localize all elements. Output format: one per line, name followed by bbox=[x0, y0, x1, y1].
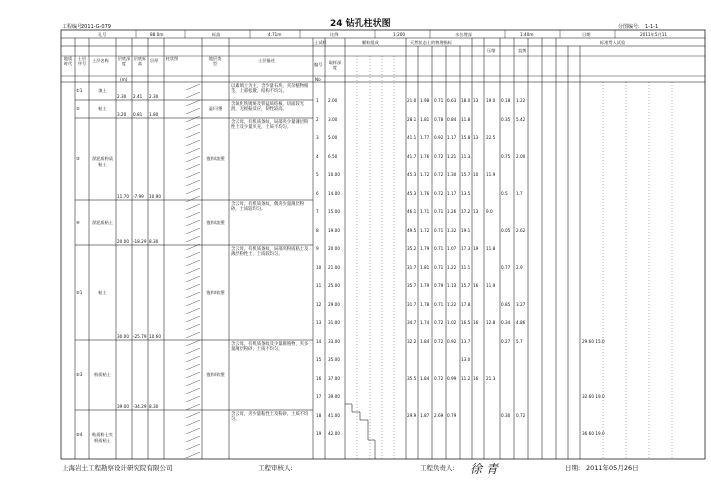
sample-value: 1.74 bbox=[420, 320, 430, 325]
column-hatch bbox=[186, 268, 200, 274]
sample-value: 0.79 bbox=[434, 283, 444, 288]
column-hatch bbox=[186, 236, 200, 242]
sample-value: 2.69 bbox=[434, 412, 444, 418]
sample-depth: 14.00 bbox=[328, 190, 340, 196]
layer-elev: 2.41 bbox=[133, 94, 143, 99]
sample-value: 0.75 bbox=[501, 153, 511, 159]
sample-no: 9 bbox=[316, 246, 319, 251]
hdr-consolidation: 压缩 bbox=[487, 48, 496, 53]
sample-value: 0.35 bbox=[501, 116, 511, 122]
hdr-layer-code: 土层序号 bbox=[77, 56, 87, 66]
hdr-layer-name: 土层名称 bbox=[92, 58, 109, 63]
sample-value: 11.8 bbox=[461, 116, 471, 122]
column-hatch bbox=[186, 156, 200, 162]
column-hatch bbox=[186, 388, 200, 394]
column-hatch bbox=[186, 436, 200, 442]
column-hatch bbox=[186, 276, 200, 282]
sample-no: 16 bbox=[316, 375, 322, 381]
layer-name: 粉质粘土 bbox=[94, 372, 111, 377]
spt-value: 29.60 15.0 bbox=[582, 338, 605, 344]
sample-value: 0.71 bbox=[434, 264, 444, 270]
sample-value: 21.3 bbox=[486, 375, 496, 381]
sample-value: 1.81 bbox=[420, 116, 430, 122]
layer-description: 含云母，有机质条纹，局部夹少量薄层粉性土及少量贝壳，土质不均匀。 bbox=[231, 120, 309, 131]
sample-value: 1.84 bbox=[420, 338, 430, 344]
column-hatch bbox=[186, 412, 200, 418]
sample-value: 31.7 bbox=[407, 264, 417, 270]
sample-depth: 39.00 bbox=[328, 394, 340, 399]
layer-type: 饱和/软塑 bbox=[206, 372, 225, 377]
sample-value: 11.1 bbox=[461, 264, 471, 270]
sample-value: 0.71 bbox=[434, 301, 444, 307]
layer-description: 含云母，夹少量粘性土及粉砂，土质不均匀。 bbox=[231, 412, 309, 423]
hdr-shear: 直剪 bbox=[518, 48, 527, 53]
column-hatch bbox=[186, 148, 200, 154]
sample-value: 9.0 bbox=[486, 209, 493, 214]
layer-type: 饱和/软塑 bbox=[206, 289, 225, 295]
layer-code: ①1 bbox=[76, 88, 83, 93]
sample-value: 34.7 bbox=[407, 320, 417, 325]
spt-value: 32.60 19.0 bbox=[582, 394, 605, 399]
layer-code: ④ bbox=[76, 219, 80, 225]
sample-value: 11.8 bbox=[486, 246, 496, 251]
column-hatch bbox=[186, 348, 200, 354]
review-label: 工程审核人: bbox=[258, 464, 293, 472]
layer-type: 湿/可塑 bbox=[208, 106, 223, 111]
sample-value: 2.9 bbox=[516, 264, 523, 270]
sample-depth: 41.00 bbox=[328, 412, 340, 418]
column-hatch bbox=[186, 124, 200, 130]
column-hatch bbox=[186, 196, 200, 202]
sample-no: 3 bbox=[316, 135, 319, 140]
column-hatch bbox=[186, 284, 200, 290]
sample-value: 3.27 bbox=[516, 301, 526, 307]
sample-value: 22.5 bbox=[486, 135, 496, 140]
sample-value: 1.7 bbox=[516, 190, 523, 196]
sample-value: 13.5 bbox=[461, 190, 471, 196]
layer-thick: 10.60 bbox=[149, 334, 161, 339]
hdr-column: 柱状图 bbox=[165, 56, 179, 61]
sample-value: 16 bbox=[473, 375, 479, 381]
scale-label: 比例 bbox=[330, 32, 339, 37]
sample-value: 15.7 bbox=[461, 172, 471, 177]
layer-thick: 8.30 bbox=[149, 404, 159, 409]
layer-code: ⑤4 bbox=[76, 431, 83, 437]
sample-no: 2 bbox=[316, 116, 319, 122]
layer-description: 含氧化铁锈斑及铁锰质结核，切面较光滑，无摇振反应，韧性较高。 bbox=[231, 102, 305, 113]
scale-value: 1:200 bbox=[393, 32, 406, 37]
column-hatch bbox=[186, 452, 200, 458]
layer-name: 粘质粉土夹粉质粘土 bbox=[92, 431, 113, 443]
sample-value: 0.72 bbox=[434, 153, 444, 159]
sample-value: 19 bbox=[473, 246, 479, 251]
hdr-sample: 地层类型 bbox=[208, 56, 222, 66]
sample-value: 28.1 bbox=[407, 116, 417, 122]
sample-no: 6 bbox=[316, 190, 319, 196]
layer-code: ⑤1 bbox=[76, 289, 83, 295]
column-hatch bbox=[186, 364, 200, 370]
sample-value: 0.34 bbox=[501, 320, 511, 325]
column-hatch bbox=[186, 420, 200, 426]
column-hatch bbox=[186, 300, 200, 306]
date-label: 日期 bbox=[582, 32, 591, 37]
sample-value: 2.00 bbox=[516, 153, 526, 159]
sample-value: 1.98 bbox=[420, 98, 430, 103]
hdr-spt: 标准贯入试验 bbox=[600, 40, 626, 45]
layer-depth: 11.70 bbox=[117, 194, 129, 199]
sample-value: 15.8 bbox=[461, 135, 471, 140]
sample-value: 1.22 bbox=[447, 264, 457, 270]
sample-value: 41.7 bbox=[407, 153, 417, 159]
sample-no: 15 bbox=[316, 357, 322, 362]
sample-no: 1 bbox=[316, 98, 319, 103]
column-hatch bbox=[186, 252, 200, 258]
date-label-footer: 日期: bbox=[565, 464, 581, 472]
hdr-physical: 天然状态土的物理指标 bbox=[410, 40, 452, 45]
sample-depth: 19.00 bbox=[328, 227, 340, 233]
sample-value: 1.30 bbox=[447, 172, 457, 177]
sample-depth: 35.00 bbox=[328, 357, 340, 362]
column-hatch bbox=[186, 180, 200, 186]
project-no: 2011-G-079 bbox=[81, 24, 111, 30]
column-hatch bbox=[186, 204, 200, 210]
layer-code: ② bbox=[76, 106, 80, 111]
sample-value: 1.72 bbox=[420, 227, 430, 233]
page-title: 24 钻孔柱状图 bbox=[330, 19, 391, 29]
column-hatch bbox=[186, 164, 200, 170]
column-hatch bbox=[186, 340, 200, 346]
sample-value: 4.86 bbox=[516, 320, 526, 325]
hdr-sampling-no: 编号 bbox=[314, 62, 323, 67]
sample-depth: 3.00 bbox=[328, 116, 338, 122]
layer-thick: 10.90 bbox=[149, 194, 161, 199]
column-hatch bbox=[186, 132, 200, 138]
hdr-depth: 层底深度 bbox=[117, 56, 131, 66]
sample-value: 17.8 bbox=[461, 301, 471, 307]
sample-value: 0.77 bbox=[501, 264, 511, 270]
sample-value: 16.5 bbox=[461, 320, 471, 325]
sample-depth: 31.00 bbox=[328, 320, 340, 325]
sample-depth: 6.50 bbox=[328, 153, 338, 159]
layer-code: ③ bbox=[76, 156, 80, 161]
layer-elev: 0.81 bbox=[133, 112, 143, 117]
layer-depth: 39.00 bbox=[117, 404, 129, 409]
sample-value: 16 bbox=[473, 320, 479, 325]
sample-no: 18 bbox=[316, 412, 322, 418]
layer-elev: -34.29 bbox=[133, 404, 147, 409]
sample-value: 1.26 bbox=[447, 209, 457, 214]
column-hatch bbox=[186, 92, 200, 98]
column-hatch bbox=[186, 228, 200, 234]
company-name: 上海岩土工程勘察设计研究院有限公司 bbox=[62, 464, 173, 472]
sample-value: 0.92 bbox=[434, 135, 444, 140]
column-hatch bbox=[186, 140, 200, 146]
sample-value: 0.05 bbox=[501, 227, 511, 233]
sample-value: 1.22 bbox=[447, 301, 457, 307]
layer-description: 含云母，有机质条纹，局部夹粉质粘土及薄层粉性土，土质较均匀。 bbox=[231, 247, 309, 258]
sample-no: 11 bbox=[316, 283, 322, 288]
sample-value: 46.1 bbox=[407, 209, 417, 214]
sample-value: 41.1 bbox=[407, 135, 417, 140]
sample-value: 1.13 bbox=[447, 283, 457, 288]
sample-value: 0.18 bbox=[501, 98, 511, 103]
sample-value: 0.85 bbox=[501, 301, 511, 307]
column-hatch bbox=[186, 308, 200, 314]
sample-value: 32.2 bbox=[407, 338, 417, 344]
column-hatch bbox=[186, 108, 200, 114]
layer-elev: -25.79 bbox=[133, 334, 147, 339]
sample-value: 0.79 bbox=[447, 412, 457, 418]
sample-value: 18.0 bbox=[461, 98, 471, 103]
layer-elev: -7.99 bbox=[133, 194, 144, 199]
sample-value: 1.72 bbox=[420, 172, 430, 177]
hdr-units-no: No bbox=[315, 77, 321, 82]
sample-value: 0.78 bbox=[434, 116, 444, 122]
sample-no: 13 bbox=[316, 320, 322, 325]
sample-value: 0.84 bbox=[447, 116, 457, 122]
sample-value: 17.2 bbox=[461, 209, 471, 214]
layer-thick: 8.30 bbox=[149, 239, 159, 244]
sample-no: 5 bbox=[316, 172, 319, 177]
coord-value: 88.0m bbox=[150, 32, 164, 37]
sample-value: 0.72 bbox=[434, 320, 444, 325]
sample-value: 10 bbox=[473, 172, 479, 177]
sample-value: 15.7 bbox=[461, 283, 471, 288]
column-hatch bbox=[186, 260, 200, 266]
sample-value: 16 bbox=[473, 283, 479, 288]
sample-value: 19.0 bbox=[486, 98, 496, 103]
layer-thick: 1.80 bbox=[149, 112, 159, 117]
sample-value: 1.02 bbox=[447, 320, 457, 325]
hdr-grain: 颗粒组成 bbox=[362, 40, 379, 45]
owner-label: 工程负责人: bbox=[420, 464, 455, 472]
hdr-layer-no: 地质时代 bbox=[63, 56, 73, 66]
layer-depth: 30.00 bbox=[117, 334, 129, 339]
sample-value: 0.63 bbox=[447, 98, 457, 103]
column-hatch bbox=[186, 188, 200, 194]
column-hatch bbox=[186, 212, 200, 218]
layer-name: 淤泥质粉质粘土 bbox=[92, 156, 113, 167]
sample-value: 1.07 bbox=[447, 246, 457, 251]
layer-code: ⑤3 bbox=[76, 372, 83, 377]
sample-depth: 20.00 bbox=[328, 246, 340, 251]
hdr-sampling: 土试样 bbox=[314, 40, 327, 45]
sample-value: 1.76 bbox=[420, 153, 430, 159]
layer-type: 饱和/流塑 bbox=[206, 219, 225, 225]
sample-value: 35.5 bbox=[407, 375, 417, 381]
column-hatch bbox=[186, 444, 200, 450]
sheet-no: 1-1-1 bbox=[645, 24, 659, 30]
sample-depth: 15.00 bbox=[328, 209, 340, 214]
sample-value: 19.1 bbox=[461, 227, 471, 233]
sample-value: 45.3 bbox=[407, 190, 417, 196]
sample-value: 11.9 bbox=[486, 172, 496, 177]
layer-elev: -18.29 bbox=[133, 239, 147, 244]
sample-value: 0.72 bbox=[516, 412, 526, 418]
sample-no: 19 bbox=[316, 431, 322, 436]
column-hatch bbox=[186, 220, 200, 226]
sample-value: 0.92 bbox=[447, 338, 457, 344]
sample-value: 0.71 bbox=[434, 246, 444, 251]
column-hatch bbox=[186, 100, 200, 106]
column-hatch bbox=[186, 372, 200, 378]
sample-no: 7 bbox=[316, 209, 319, 214]
sample-depth: 5.00 bbox=[328, 135, 338, 140]
sample-depth: 25.00 bbox=[328, 283, 340, 288]
water-label: 水位埋深 bbox=[455, 32, 472, 37]
sample-value: 17.3 bbox=[461, 246, 471, 251]
sample-value: 13.7 bbox=[461, 338, 471, 344]
sample-value: 11.3 bbox=[461, 153, 471, 159]
sample-value: 35.2 bbox=[407, 246, 417, 251]
layer-description: 含云母，有机质条纹及少量腐殖物，夹多量薄层粉砂，土质不均匀。 bbox=[231, 342, 309, 353]
sample-value: 31.7 bbox=[407, 301, 417, 307]
column-hatch bbox=[186, 404, 200, 410]
sample-depth: 29.00 bbox=[328, 301, 340, 307]
sample-no: 4 bbox=[316, 153, 319, 159]
column-hatch bbox=[186, 324, 200, 330]
hdr-elev: 层底标高 bbox=[133, 56, 147, 66]
sample-value: 0.71 bbox=[434, 98, 444, 103]
column-hatch bbox=[186, 332, 200, 338]
signature: 徐 青 bbox=[470, 462, 498, 476]
sample-value: 0.71 bbox=[434, 227, 444, 233]
sample-value: 13 bbox=[473, 209, 479, 214]
sample-depth: 2.00 bbox=[328, 98, 338, 103]
sample-value: 13 bbox=[473, 98, 479, 103]
sample-depth: 37.00 bbox=[328, 375, 340, 381]
sample-no: 17 bbox=[316, 394, 322, 399]
column-hatch bbox=[186, 380, 200, 386]
hdr-thick: 层厚 bbox=[150, 58, 159, 63]
sample-value: 11.2 bbox=[461, 375, 471, 381]
elev-value: 4.71m bbox=[268, 32, 282, 37]
sample-value: 0.30 bbox=[501, 412, 511, 418]
layer-depth: 3.20 bbox=[117, 112, 127, 117]
sample-value: 1.78 bbox=[420, 301, 430, 307]
sample-no: 8 bbox=[316, 227, 319, 233]
sample-value: 1.79 bbox=[420, 246, 430, 251]
sample-value: 0.72 bbox=[434, 338, 444, 344]
sample-value: 1.77 bbox=[420, 135, 430, 140]
elev-label: 标高 bbox=[212, 32, 221, 37]
layer-name: 粘土 bbox=[98, 106, 107, 111]
sample-value: 49.5 bbox=[407, 227, 417, 233]
sample-no: 14 bbox=[316, 338, 322, 344]
layer-name: 粘土 bbox=[98, 289, 107, 295]
sample-value: 1.32 bbox=[447, 227, 457, 233]
column-hatch bbox=[186, 396, 200, 402]
hdr-units-m: (m) bbox=[120, 77, 128, 82]
water-value: 1.40m bbox=[520, 32, 534, 37]
layer-type: 饱和/流塑 bbox=[206, 156, 225, 161]
sample-value: 5.7 bbox=[516, 338, 523, 344]
column-hatch bbox=[186, 292, 200, 298]
sample-value: 1.79 bbox=[420, 283, 430, 288]
sample-depth: 42.00 bbox=[328, 431, 340, 436]
sheet-no-label: 分图编号: bbox=[618, 24, 640, 30]
sample-value: 1.21 bbox=[447, 153, 457, 159]
sample-value: 29.9 bbox=[407, 412, 417, 418]
sample-value: 0.71 bbox=[434, 209, 444, 214]
sample-value: 0.72 bbox=[434, 375, 444, 381]
hole-no-label: 孔号 bbox=[98, 32, 107, 37]
sample-value: 1.17 bbox=[447, 190, 457, 196]
sample-depth: 33.00 bbox=[328, 338, 340, 344]
hdr-sampling-depth: 取样深度 bbox=[328, 60, 342, 70]
date-value: 2011年5月11 bbox=[640, 32, 668, 37]
sample-value: 1.17 bbox=[447, 135, 457, 140]
sample-value: 0.72 bbox=[434, 190, 444, 196]
sample-depth: 10.00 bbox=[328, 172, 340, 177]
project-no-label: 工程编号: bbox=[62, 24, 84, 30]
column-hatch bbox=[186, 116, 200, 122]
column-hatch bbox=[186, 428, 200, 434]
hdr-description: 土层描述 bbox=[258, 58, 275, 63]
layer-name: 填土 bbox=[98, 88, 107, 93]
layer-name: 淤泥质粘土 bbox=[92, 219, 113, 225]
sample-value: 0.5 bbox=[501, 190, 508, 196]
layer-depth: 2.30 bbox=[117, 94, 127, 99]
sample-depth: 21.00 bbox=[328, 264, 340, 270]
column-hatch bbox=[186, 316, 200, 322]
sample-value: 0.99 bbox=[447, 375, 457, 381]
column-hatch bbox=[186, 172, 200, 178]
layer-depth: 20.00 bbox=[117, 239, 129, 244]
sample-value: 12.8 bbox=[486, 320, 496, 325]
sample-value: 21.0 bbox=[407, 98, 417, 103]
sample-no: 12 bbox=[316, 301, 322, 307]
spt-value: 36.60 19.0 bbox=[582, 431, 605, 436]
sample-value: 5.42 bbox=[516, 116, 526, 122]
column-hatch bbox=[186, 356, 200, 362]
date-value-footer: 2011年05月26日 bbox=[586, 464, 639, 472]
layer-description: 含云母，有机质条纹，偶夹少量薄层粉砂，土质较均匀。 bbox=[231, 202, 305, 213]
sample-value: 13 bbox=[473, 135, 479, 140]
sample-value: 0.72 bbox=[434, 172, 444, 177]
sample-value: 1.87 bbox=[420, 412, 430, 418]
sample-value: 2.62 bbox=[516, 227, 526, 233]
sample-value: 1.71 bbox=[420, 209, 430, 214]
sample-no: 10 bbox=[316, 264, 322, 270]
column-hatch bbox=[186, 84, 200, 90]
layer-thick: 2.30 bbox=[149, 94, 159, 99]
sample-value: 13.0 bbox=[461, 357, 471, 362]
sample-value: 35.7 bbox=[407, 283, 417, 288]
sample-value: 1.76 bbox=[420, 190, 430, 196]
layer-description: 以素填土为主，含少量石块，夹杂植物根茎，上部松散，结构不均匀。 bbox=[231, 84, 309, 95]
sample-value: 1.84 bbox=[420, 375, 430, 381]
sample-value: 45.3 bbox=[407, 172, 417, 177]
sample-value: 1.81 bbox=[420, 264, 430, 270]
sample-value: 0.27 bbox=[501, 338, 511, 344]
sample-value: 1.22 bbox=[516, 98, 526, 103]
sample-value: 11.9 bbox=[486, 283, 496, 288]
